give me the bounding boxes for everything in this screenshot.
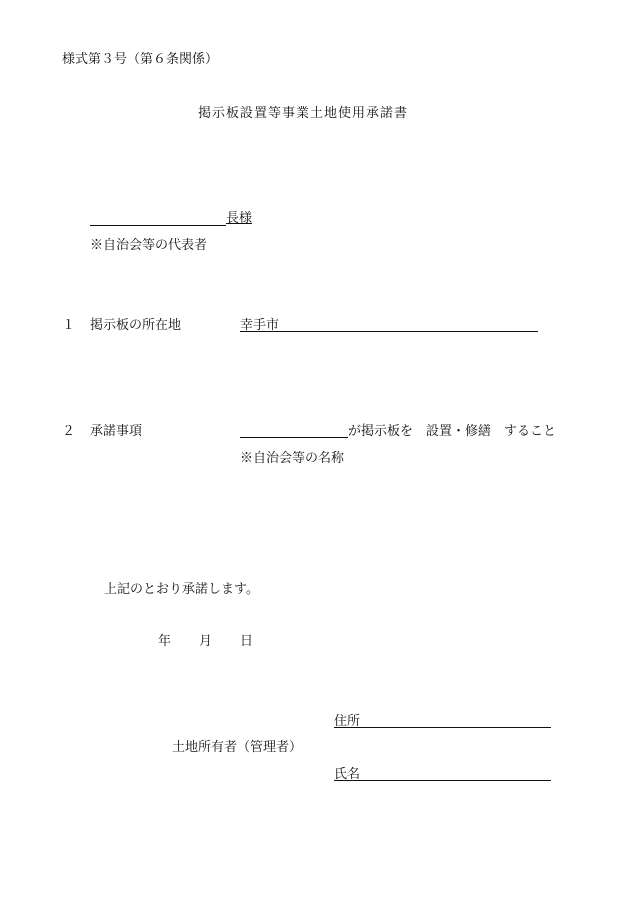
association-name-blank-line[interactable]	[240, 437, 348, 438]
addressee-blank-line[interactable]	[90, 225, 226, 226]
location-underline[interactable]	[240, 331, 538, 332]
item2-label: 承諾事項	[90, 424, 143, 439]
addressee-note: ※自治会等の代表者	[90, 238, 208, 253]
date-month: 月	[199, 634, 213, 649]
form-number: 様式第３号（第６条関係）	[62, 52, 219, 67]
item1-label: 掲示板の所在地	[90, 318, 182, 333]
item2-note: ※自治会等の名称	[240, 451, 345, 466]
item1-number: １	[62, 318, 76, 333]
date-day: 日	[240, 634, 254, 649]
owner-address-line[interactable]	[334, 727, 551, 728]
owner-name-line[interactable]	[334, 780, 551, 781]
item1-value-prefix: 幸手市	[240, 318, 280, 333]
item2-number: ２	[62, 424, 76, 439]
approval-statement: 上記のとおり承諾します。	[104, 582, 259, 597]
owner-label: 土地所有者（管理者）	[172, 740, 303, 755]
addressee-suffix: 長様	[226, 211, 253, 226]
date-year: 年	[158, 634, 172, 649]
owner-address-label: 住所	[334, 714, 361, 729]
item2-text: が掲示板を 設置・修繕 すること	[348, 424, 557, 439]
owner-name-label: 氏名	[334, 767, 361, 782]
document-title: 掲示板設置等事業土地使用承諾書	[198, 106, 409, 121]
